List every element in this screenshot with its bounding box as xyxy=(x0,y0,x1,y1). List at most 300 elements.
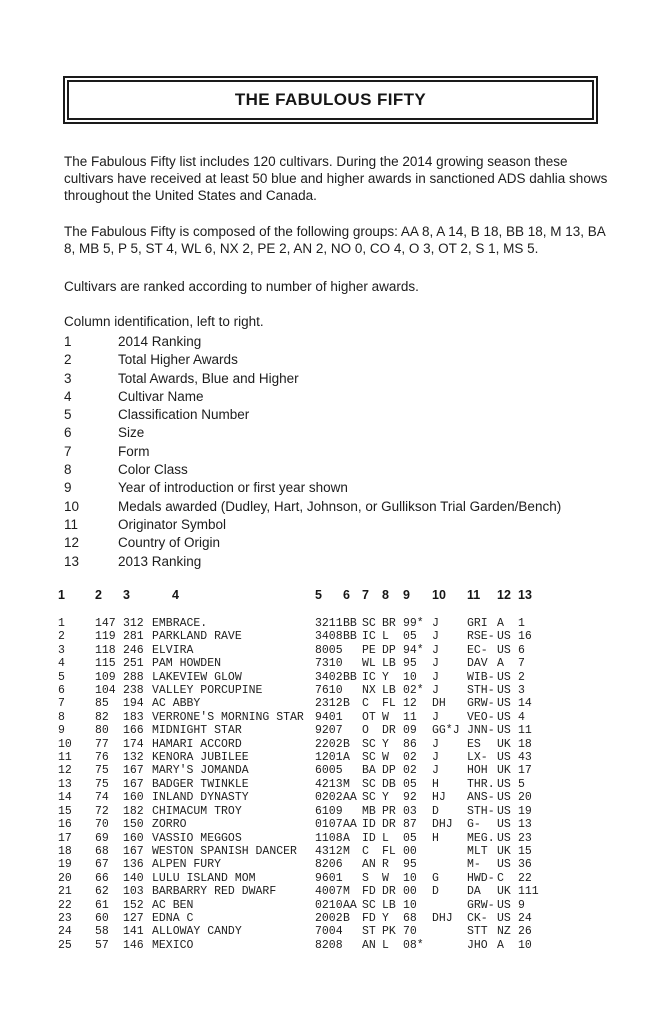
table-cell: BB xyxy=(343,630,357,644)
table-cell: ES xyxy=(467,737,481,751)
table-cell: 3211 xyxy=(315,617,343,630)
table-row xyxy=(58,818,548,831)
table-cell: HWD- xyxy=(467,871,495,885)
table-cell: 281 xyxy=(123,630,144,644)
table-cell: 11 xyxy=(58,751,72,765)
table-cell: ANS- xyxy=(467,791,495,805)
table-cell: 68 xyxy=(95,844,109,858)
column-id-item xyxy=(64,406,624,424)
table-header-row xyxy=(58,588,548,617)
column-id-label: Total Awards, Blue and Higher xyxy=(118,370,299,386)
table-row xyxy=(58,711,548,724)
table-cell: GRW- xyxy=(467,898,495,912)
table-cell: US xyxy=(497,858,511,872)
table-cell: 82 xyxy=(95,710,109,724)
table-cell: 251 xyxy=(123,657,144,671)
table-header-cell: 9 xyxy=(403,588,410,602)
table-cell: MEG. xyxy=(467,831,495,845)
table-cell: 18 xyxy=(58,844,72,858)
column-id-label: 2013 Ranking xyxy=(118,553,202,569)
column-id-label: Classification Number xyxy=(118,407,250,423)
column-id-number: 5 xyxy=(64,407,72,423)
table-cell: 118 xyxy=(95,643,116,657)
table-cell: ID xyxy=(362,818,376,832)
table-cell: A xyxy=(497,938,504,952)
table-header-cell: 12 xyxy=(497,588,511,602)
table-cell: 70 xyxy=(403,925,417,939)
table-cell: MB xyxy=(362,804,376,818)
table-cell: 95 xyxy=(403,657,417,671)
column-id-item xyxy=(64,370,624,388)
table-cell: 10 xyxy=(58,737,72,751)
table-cell: Y xyxy=(382,737,389,751)
table-cell: EDNA C xyxy=(152,911,194,925)
table-cell: 4213 xyxy=(315,777,343,791)
table-cell: BARBARRY RED DWARF xyxy=(152,885,277,899)
table-row xyxy=(58,925,548,938)
table-cell: UK xyxy=(497,885,511,899)
table-cell: J xyxy=(432,764,439,778)
table-cell xyxy=(432,939,467,952)
table-cell: HOH xyxy=(467,764,488,778)
table-cell: ALPEN FURY xyxy=(152,858,222,872)
table-cell: VALLEY PORCUPINE xyxy=(152,684,263,698)
table-cell: A xyxy=(343,751,350,765)
table-cell: 4007 xyxy=(315,885,343,899)
table-cell: US xyxy=(497,697,511,711)
table-cell: GG*J xyxy=(432,724,460,738)
table-cell: VEO- xyxy=(467,710,495,724)
table-cell: 4 xyxy=(518,710,525,724)
table-cell: 288 xyxy=(123,670,144,684)
table-cell: 127 xyxy=(123,911,144,925)
column-id-label: Color Class xyxy=(118,462,188,478)
table-cell: DB xyxy=(382,777,396,791)
table-cell: 9401 xyxy=(315,710,343,724)
table-row xyxy=(58,751,548,764)
table-cell: J xyxy=(432,751,439,765)
column-id-item xyxy=(64,553,624,571)
table-cell: 68 xyxy=(403,911,417,925)
column-id-label: Medals awarded (Dudley, Hart, Johnson, or Gullikson Trial Garden/Bench) xyxy=(118,498,562,514)
table-cell: GRI xyxy=(467,617,488,630)
table-cell: DR xyxy=(382,885,396,899)
table-cell: MIDNIGHT STAR xyxy=(152,724,242,738)
table-cell: 183 xyxy=(123,710,144,724)
column-id-item xyxy=(64,388,624,406)
table-cell: LB xyxy=(382,898,396,912)
table-cell: J xyxy=(432,670,439,684)
table-cell: 13 xyxy=(58,777,72,791)
table-header-cell: 7 xyxy=(362,588,369,602)
table-cell: 140 xyxy=(123,871,144,885)
table-cell: 160 xyxy=(123,791,144,805)
table-cell: 1201 xyxy=(315,751,343,765)
table-header-cell: 3 xyxy=(123,588,130,602)
table-cell: 111 xyxy=(518,885,539,899)
table-cell: 182 xyxy=(123,804,144,818)
table-cell: D xyxy=(432,885,439,899)
table-cell: US xyxy=(497,684,511,698)
table-cell: 16 xyxy=(58,818,72,832)
table-cell: 238 xyxy=(123,684,144,698)
table-cell xyxy=(343,724,362,737)
table-cell: 74 xyxy=(95,791,109,805)
table-cell: AA xyxy=(343,791,357,805)
table-cell: 7610 xyxy=(315,684,343,698)
table-cell: UK xyxy=(497,844,511,858)
column-id-number: 11 xyxy=(64,516,79,532)
table-cell: 15 xyxy=(58,804,72,818)
table-cell: 87 xyxy=(403,818,417,832)
table-cell: 0210 xyxy=(315,898,343,912)
table-cell: BADGER TWINKLE xyxy=(152,777,249,791)
table-cell: 4 xyxy=(58,657,65,671)
table-cell: JNN- xyxy=(467,724,495,738)
table-cell: US xyxy=(497,911,511,925)
table-cell: EC- xyxy=(467,643,488,657)
table-cell: 104 xyxy=(95,684,116,698)
table-cell: 61 xyxy=(95,898,109,912)
column-id-number: 7 xyxy=(64,443,72,459)
table-header-cell: 11 xyxy=(467,588,481,602)
table-cell: US xyxy=(497,670,511,684)
table-cell: J xyxy=(432,684,439,698)
column-id-number: 4 xyxy=(64,388,72,404)
table-cell: 0202 xyxy=(315,791,343,805)
table-cell: OT xyxy=(362,710,376,724)
table-cell: US xyxy=(497,777,511,791)
table-cell: L xyxy=(382,831,389,845)
table-cell: 05 xyxy=(403,630,417,644)
table-cell: M xyxy=(343,844,350,858)
table-cell: 05 xyxy=(403,831,417,845)
table-cell: Y xyxy=(382,791,389,805)
table-cell: 16 xyxy=(518,630,532,644)
table-cell: 75 xyxy=(95,777,109,791)
column-id-label: Form xyxy=(118,443,150,459)
table-cell: AN xyxy=(362,938,376,952)
table-header-cell: 2 xyxy=(95,588,102,602)
column-id-item xyxy=(64,516,624,534)
table-cell: 36 xyxy=(518,858,532,872)
column-id-item xyxy=(64,351,624,369)
table-cell: 94* xyxy=(403,643,424,657)
table-cell: J xyxy=(432,737,439,751)
table-cell: 5 xyxy=(58,670,65,684)
table-cell: VASSIO MEGGOS xyxy=(152,831,242,845)
table-row xyxy=(58,630,548,643)
column-id-number: 13 xyxy=(64,553,80,569)
table-cell: C xyxy=(362,844,369,858)
table-cell: 18 xyxy=(518,737,532,751)
table-cell: 26 xyxy=(518,925,532,939)
table-cell: SC xyxy=(362,898,376,912)
table-cell: 8208 xyxy=(315,938,343,952)
table-cell: 05 xyxy=(403,777,417,791)
table-cell: UK xyxy=(497,764,511,778)
table-row xyxy=(58,697,548,710)
table-cell: H xyxy=(432,777,439,791)
table-cell: NX xyxy=(362,684,376,698)
table-cell: 11 xyxy=(518,724,532,738)
table-row xyxy=(58,872,548,885)
table-cell: 6 xyxy=(518,643,525,657)
table-cell: AC BEN xyxy=(152,898,194,912)
table-cell: US xyxy=(497,710,511,724)
table-cell: 3 xyxy=(58,643,65,657)
table-cell: 146 xyxy=(123,938,144,952)
table-row xyxy=(58,791,548,804)
table-cell: G- xyxy=(467,818,481,832)
table-cell: MARY'S JOMANDA xyxy=(152,764,249,778)
table-cell: 6005 xyxy=(315,764,343,778)
table-cell: 141 xyxy=(123,925,144,939)
column-id-label: Cultivar Name xyxy=(118,388,204,404)
table-cell: 166 xyxy=(123,724,144,738)
table-cell: B xyxy=(343,697,350,711)
table-cell: 43 xyxy=(518,751,532,765)
table-cell: BB xyxy=(343,617,357,630)
table-cell: ZORRO xyxy=(152,818,187,832)
column-id-label: Year of introduction or first year shown xyxy=(118,480,348,496)
table-cell: 62 xyxy=(95,885,109,899)
table-cell: PR xyxy=(382,804,396,818)
table-cell: VERRONE'S MORNING STAR xyxy=(152,710,304,724)
column-id-label: Total Higher Awards xyxy=(118,352,238,368)
column-id-item xyxy=(64,461,624,479)
table-cell: 10 xyxy=(518,938,532,952)
table-cell: 60 xyxy=(95,911,109,925)
table-cell: J xyxy=(432,630,439,644)
table-cell: DR xyxy=(382,818,396,832)
table-cell: L xyxy=(382,630,389,644)
column-id-number: 3 xyxy=(64,370,72,386)
table-cell: A xyxy=(497,657,504,671)
table-cell: 9 xyxy=(58,724,65,738)
table-cell: 24 xyxy=(518,911,532,925)
table-row xyxy=(58,671,548,684)
table-cell: 21 xyxy=(58,885,72,899)
table-cell: 02 xyxy=(403,764,417,778)
table-cell xyxy=(343,644,362,657)
table-cell: WIB- xyxy=(467,670,495,684)
table-cell: W xyxy=(382,710,389,724)
table-cell: US xyxy=(497,831,511,845)
table-cell: LB xyxy=(382,684,396,698)
table-header-cell: 1 xyxy=(58,588,65,602)
table-cell: PARKLAND RAVE xyxy=(152,630,242,644)
table-cell: INLAND DYNASTY xyxy=(152,791,249,805)
table-cell xyxy=(343,939,362,952)
table-cell: US xyxy=(497,818,511,832)
table-cell: FD xyxy=(362,911,376,925)
table-cell: M- xyxy=(467,858,481,872)
table-cell: 58 xyxy=(95,925,109,939)
table-cell: 5 xyxy=(518,777,525,791)
table-cell: 2 xyxy=(58,630,65,644)
table-cell: 19 xyxy=(518,804,532,818)
table-cell: LX- xyxy=(467,751,488,765)
table-cell: 9601 xyxy=(315,871,343,885)
table-cell: 7 xyxy=(518,657,525,671)
table-cell: US xyxy=(497,630,511,644)
table-row xyxy=(58,724,548,737)
table-cell: BR xyxy=(382,617,396,630)
table-cell: C xyxy=(362,697,369,711)
table-cell: 1108 xyxy=(315,831,343,845)
table-cell: 67 xyxy=(95,858,109,872)
table-cell: 1 xyxy=(518,617,525,630)
table-cell: GRW- xyxy=(467,697,495,711)
table-cell: WESTON SPANISH DANCER xyxy=(152,844,297,858)
column-id-number: 2 xyxy=(64,352,72,368)
table-cell: STH- xyxy=(467,804,495,818)
table-cell: 246 xyxy=(123,643,144,657)
table-cell: FD xyxy=(362,885,376,899)
table-cell: 22 xyxy=(58,898,72,912)
table-cell: 2312 xyxy=(315,697,343,711)
ranking-note: Cultivars are ranked according to number of higher awards. xyxy=(64,278,419,294)
title-box-inner xyxy=(67,80,594,120)
table-cell: G xyxy=(432,871,439,885)
table-cell: 152 xyxy=(123,898,144,912)
table-cell: 174 xyxy=(123,737,144,751)
column-id-item xyxy=(64,534,624,552)
table-cell: LAKEVIEW GLOW xyxy=(152,670,242,684)
table-cell: 119 xyxy=(95,630,116,644)
table-cell: 20 xyxy=(518,791,532,805)
table-cell: STT xyxy=(467,925,488,939)
table-cell: 02 xyxy=(403,751,417,765)
table-cell xyxy=(343,805,362,818)
table-cell: 09 xyxy=(403,724,417,738)
table-cell: 00 xyxy=(403,885,417,899)
table-cell xyxy=(343,684,362,697)
table-cell: 15 xyxy=(518,844,532,858)
table-cell: PK xyxy=(382,925,396,939)
table-cell: 9207 xyxy=(315,724,343,738)
table-cell xyxy=(343,872,362,885)
table-cell: 95 xyxy=(403,858,417,872)
table-cell: SC xyxy=(362,777,376,791)
table-cell: A xyxy=(497,617,504,630)
table-cell xyxy=(343,657,362,670)
table-row xyxy=(58,617,548,630)
intro-paragraph: The Fabulous Fifty list includes 120 cultivars. During the 2014 growing season these cultivars have received at least 50 blue and higher awards in sanctioned ADS dahlia shows throughout the United States and Canada. xyxy=(64,153,608,203)
table-cell: 75 xyxy=(95,764,109,778)
title-box xyxy=(63,76,598,124)
awards-table xyxy=(58,588,548,952)
table-cell: BA xyxy=(362,764,376,778)
table-cell: 9 xyxy=(518,898,525,912)
table-cell: THR. xyxy=(467,777,495,791)
column-id-item xyxy=(64,333,624,351)
table-cell: STH- xyxy=(467,684,495,698)
table-cell: 03 xyxy=(403,804,417,818)
table-cell: US xyxy=(497,724,511,738)
table-cell: S xyxy=(362,871,369,885)
column-id-label: Country of Origin xyxy=(118,535,221,551)
table-cell: DP xyxy=(382,764,396,778)
table-cell: 2002 xyxy=(315,911,343,925)
table-cell: 14 xyxy=(518,697,532,711)
table-cell: J xyxy=(432,617,439,630)
table-row xyxy=(58,912,548,925)
table-cell: DHJ xyxy=(432,818,453,832)
table-row xyxy=(58,805,548,818)
column-id-item xyxy=(64,424,624,442)
table-cell: 7310 xyxy=(315,657,343,671)
table-cell: 02* xyxy=(403,684,424,698)
table-cell: 10 xyxy=(403,670,417,684)
table-cell: AA xyxy=(343,898,357,912)
table-cell: 92 xyxy=(403,791,417,805)
table-cell: 194 xyxy=(123,697,144,711)
table-cell xyxy=(343,764,362,777)
table-cell: LULU ISLAND MOM xyxy=(152,871,256,885)
table-cell: O xyxy=(362,724,369,738)
table-cell: 13 xyxy=(518,818,532,832)
table-cell: B xyxy=(343,737,350,751)
table-cell: EMBRACE. xyxy=(152,617,208,630)
column-id-heading: Column identification, left to right. xyxy=(64,313,264,329)
table-cell: C xyxy=(497,871,504,885)
table-cell: 20 xyxy=(58,871,72,885)
table-cell: 22 xyxy=(518,871,532,885)
table-cell: AN xyxy=(362,858,376,872)
table-header-cell: 4 xyxy=(172,588,179,602)
column-id-number: 10 xyxy=(64,498,80,514)
table-cell: 150 xyxy=(123,818,144,832)
table-header-cell: 6 xyxy=(343,588,350,602)
table-cell: 17 xyxy=(58,831,72,845)
table-cell: 76 xyxy=(95,751,109,765)
table-cell: IC xyxy=(362,670,376,684)
table-cell: 8 xyxy=(58,710,65,724)
column-id-number: 6 xyxy=(64,425,72,441)
table-cell xyxy=(343,858,362,871)
table-header-cell: 13 xyxy=(518,588,532,602)
table-cell: 25 xyxy=(58,938,72,952)
table-cell: J xyxy=(432,710,439,724)
table-cell: 72 xyxy=(95,804,109,818)
table-cell: IC xyxy=(362,630,376,644)
page-title: THE FABULOUS FIFTY xyxy=(234,90,427,109)
table-cell: MEXICO xyxy=(152,938,194,952)
table-cell: 160 xyxy=(123,831,144,845)
table-cell: SC xyxy=(362,751,376,765)
table-cell xyxy=(432,925,467,938)
table-cell: B xyxy=(343,911,350,925)
table-cell: 11 xyxy=(403,710,417,724)
table-cell: DA xyxy=(467,885,481,899)
table-cell: 69 xyxy=(95,831,109,845)
table-cell: SC xyxy=(362,737,376,751)
table-cell: 10 xyxy=(403,898,417,912)
table-cell: DR xyxy=(382,724,396,738)
table-cell: J xyxy=(432,643,439,657)
table-cell: Y xyxy=(382,911,389,925)
table-cell: 10 xyxy=(403,871,417,885)
table-cell: 109 xyxy=(95,670,116,684)
table-cell: 66 xyxy=(95,871,109,885)
table-cell: DHJ xyxy=(432,911,453,925)
table-cell: 00 xyxy=(403,844,417,858)
table-cell: 3 xyxy=(518,684,525,698)
table-cell: 14 xyxy=(58,791,72,805)
table-cell: J xyxy=(432,657,439,671)
